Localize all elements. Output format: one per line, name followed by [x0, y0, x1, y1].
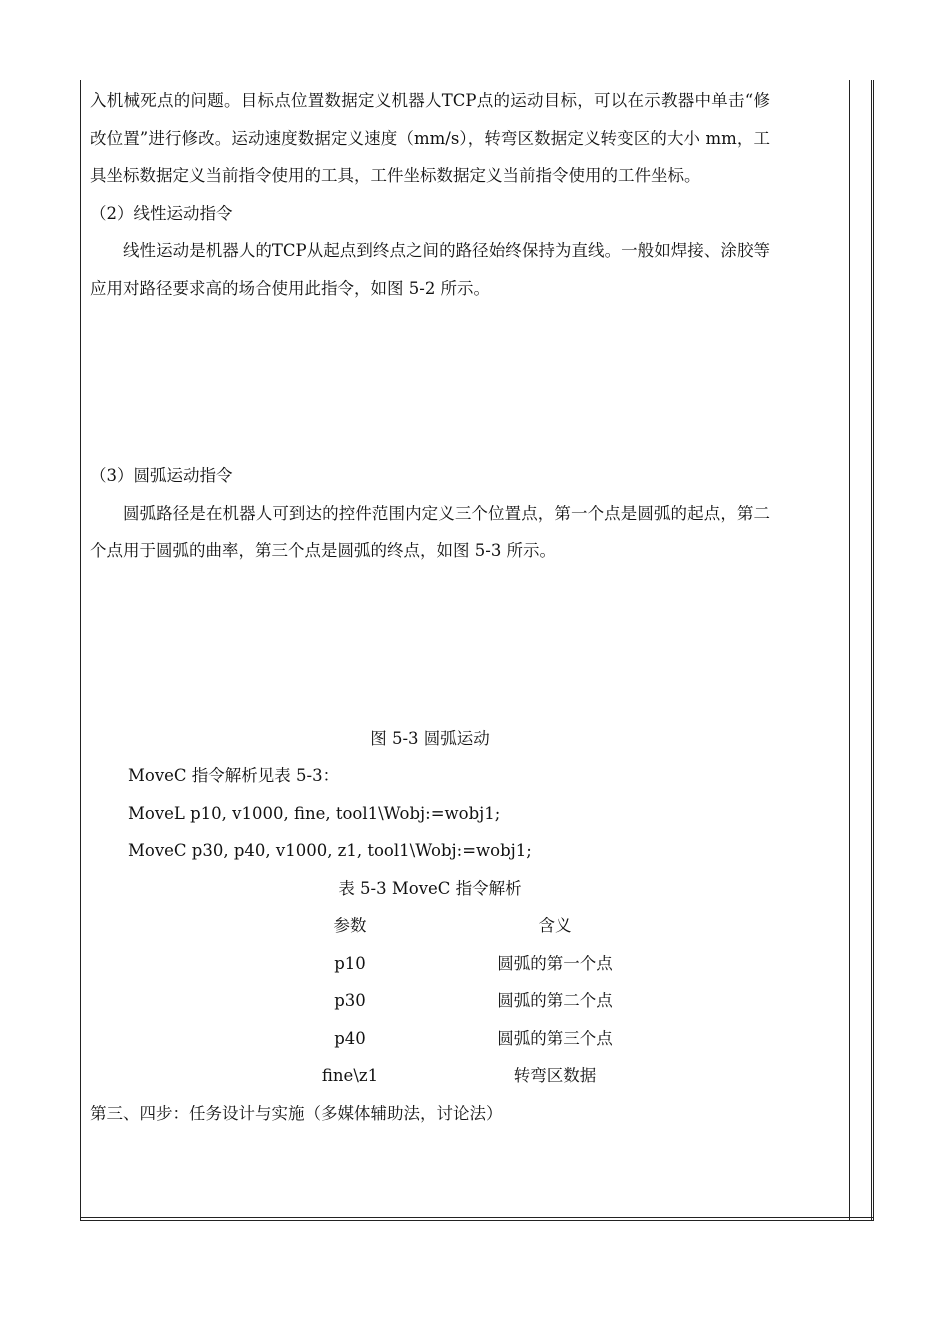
- table-row: [276, 945, 686, 983]
- frame-bottom-rule: [81, 1217, 873, 1218]
- column-divider: [849, 80, 850, 1220]
- table-cell-param: p30: [334, 991, 366, 1010]
- figure-5-2-placeholder: [90, 307, 770, 457]
- section-heading-linear: （2）线性运动指令: [90, 203, 233, 223]
- table-row: [276, 1057, 686, 1095]
- table-cell-param: p10: [334, 953, 366, 973]
- table-header-row: [276, 907, 686, 945]
- table-header-param: 参数: [333, 916, 367, 935]
- movec-intro: MoveC 指令解析见表 5-3：: [128, 766, 340, 785]
- table-cell-meaning: 圆弧的第一个点: [497, 953, 613, 973]
- table-cell-meaning: 圆弧的第三个点: [497, 1028, 613, 1048]
- intro-paragraph: 入机械死点的问题。目标点位置数据定义机器人TCP点的运动目标，可以在示教器中单击“修改位置”进行修改。运动速度数据定义速度（mm/s），转弯区数据定义转变区的大小 mm，工具坐标数据定义当前指令使用的工具，工件坐标数据定义当前指令使用的工件坐标。: [90, 91, 770, 185]
- table-cell-param: fine\z1: [321, 1066, 379, 1085]
- step-heading: 第三、四步：任务设计与实施（多媒体辅助法，讨论法）: [90, 1103, 503, 1123]
- table-row: [276, 1020, 686, 1058]
- table-caption: 表 5-3 MoveC 指令解析: [338, 878, 522, 898]
- figure-caption: 图 5-3 圆弧运动: [370, 728, 490, 748]
- table-header-meaning: 含义: [538, 916, 572, 935]
- table-cell-meaning: 圆弧的第二个点: [497, 991, 613, 1010]
- linear-motion-paragraph: 线性运动是机器人的TCP从起点到终点之间的路径始终保持为直线。一般如焊接、涂胶等应用对路径要求高的场合使用此指令，如图 5-2 所示。: [90, 241, 770, 298]
- section-heading-circular: （3）圆弧运动指令: [90, 466, 233, 485]
- movec-parameter-table: [276, 907, 686, 1095]
- document-content: [90, 82, 770, 1132]
- figure-5-3-placeholder: [90, 570, 770, 720]
- table-cell-param: p40: [334, 1028, 366, 1048]
- table-cell-meaning: 转弯区数据: [513, 1066, 597, 1085]
- code-line-movec: MoveC p30, p40, v1000, z1, tool1\Wobj:=wobj1;: [128, 841, 532, 860]
- code-line-movel: MoveL p10, v1000, fine, tool1\Wobj:=wobj1;: [128, 803, 501, 823]
- column-divider-outer: [871, 80, 872, 1220]
- circular-motion-paragraph: 圆弧路径是在机器人可到达的控件范围内定义三个位置点，第一个点是圆弧的起点，第二个点用于圆弧的曲率，第三个点是圆弧的终点，如图 5-3 所示。: [90, 503, 770, 560]
- table-row: [276, 982, 686, 1020]
